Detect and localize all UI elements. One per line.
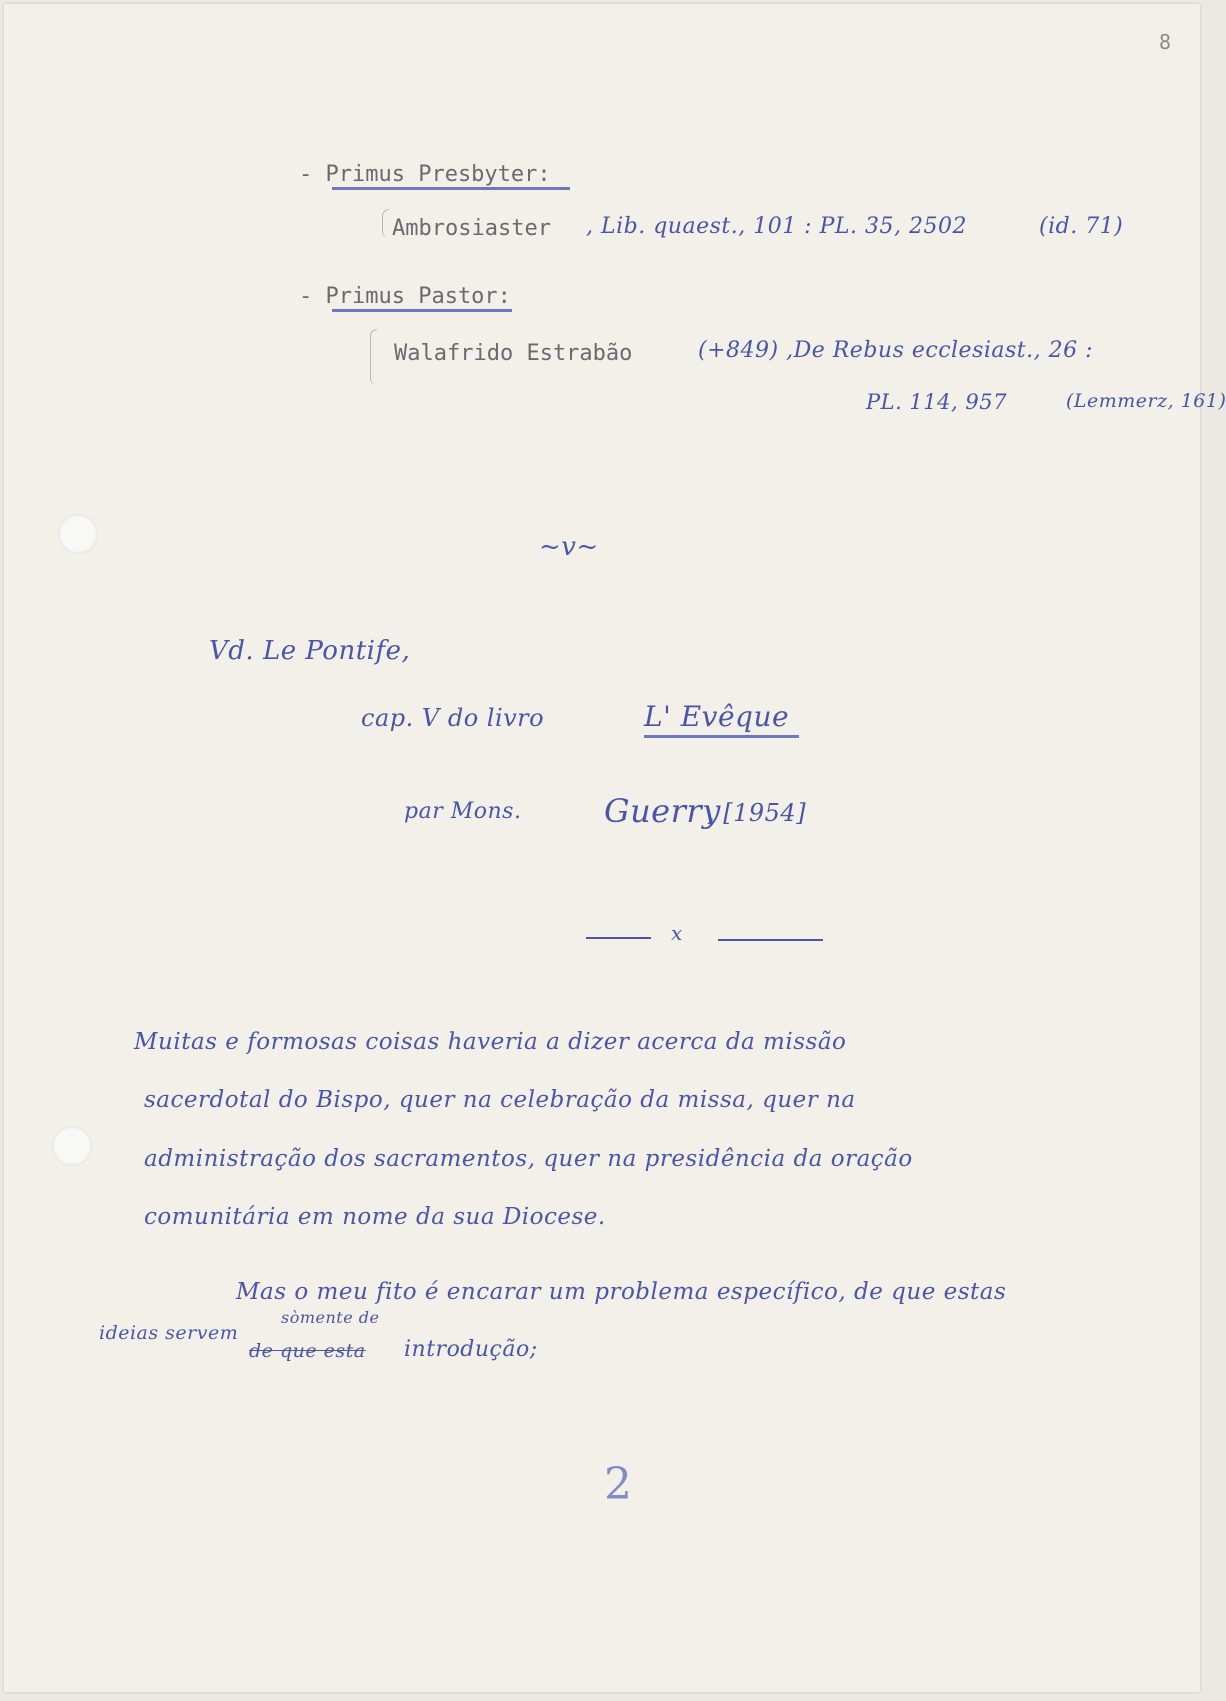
paragraph-line: sacerdotal do Bispo, quer na celebração da missa, quer na — [144, 1087, 856, 1113]
bracket-mark — [382, 209, 389, 238]
see-also-chapter: cap. V do livro — [361, 704, 545, 732]
book-title: L' Evêque — [644, 700, 799, 738]
punch-hole — [52, 1126, 92, 1166]
see-also-line: Vd. Le Pontife, — [209, 636, 411, 666]
ornament-flourish: ~v~ — [539, 532, 599, 562]
bracket-mark — [370, 329, 377, 385]
paragraph-line: Mas o meu fito é encarar um problema específico, de que estas — [236, 1279, 1007, 1305]
entry-heading-primus-presbyter: - Primus Presbyter: — [299, 162, 551, 187]
inserted-words: sòmente de — [281, 1308, 380, 1327]
entry-note: (Lemmerz, 161) — [1066, 390, 1226, 412]
paragraph-line: comunitária em nome da sua Diocese. — [144, 1204, 606, 1230]
paragraph-line-start: ideias servem — [99, 1322, 239, 1344]
entry-reference-cont: PL. 114, 957 — [866, 390, 1007, 414]
separator-line-left — [586, 937, 651, 939]
book-year: , [1954] — [707, 799, 807, 827]
page-number: 8 — [1159, 30, 1172, 54]
punch-hole — [58, 514, 98, 554]
entry-author-ambrosiaster: Ambrosiaster — [392, 216, 551, 241]
heading-underline — [332, 309, 512, 312]
paragraph-line-end: introdução; — [404, 1337, 538, 1362]
entry-reference: , Lib. quaest., 101 : PL. 35, 2502 — [586, 214, 967, 239]
entry-author-walafrido: Walafrido Estrabão — [394, 341, 633, 366]
pencil-mark: 2 — [604, 1459, 633, 1510]
paragraph-line: administração dos sacramentos, quer na presidência da oração — [144, 1146, 913, 1172]
heading-underline — [332, 187, 570, 190]
entry-reference: (+849) ,De Rebus ecclesiast., 26 : — [698, 338, 1094, 363]
struck-words: de que esta — [249, 1340, 366, 1362]
see-also-author-prefix: par Mons. — [404, 799, 522, 824]
paragraph-line: Muitas e formosas coisas haveria a dizer acerca da missão — [134, 1029, 847, 1055]
separator-line-right — [718, 939, 823, 941]
separator-mark: x — [671, 921, 683, 945]
entry-note: (id. 71) — [1039, 214, 1124, 239]
document-page — [4, 4, 1226, 1692]
entry-heading-primus-pastor: - Primus Pastor: — [299, 284, 511, 309]
book-author: Guerry — [604, 792, 721, 830]
